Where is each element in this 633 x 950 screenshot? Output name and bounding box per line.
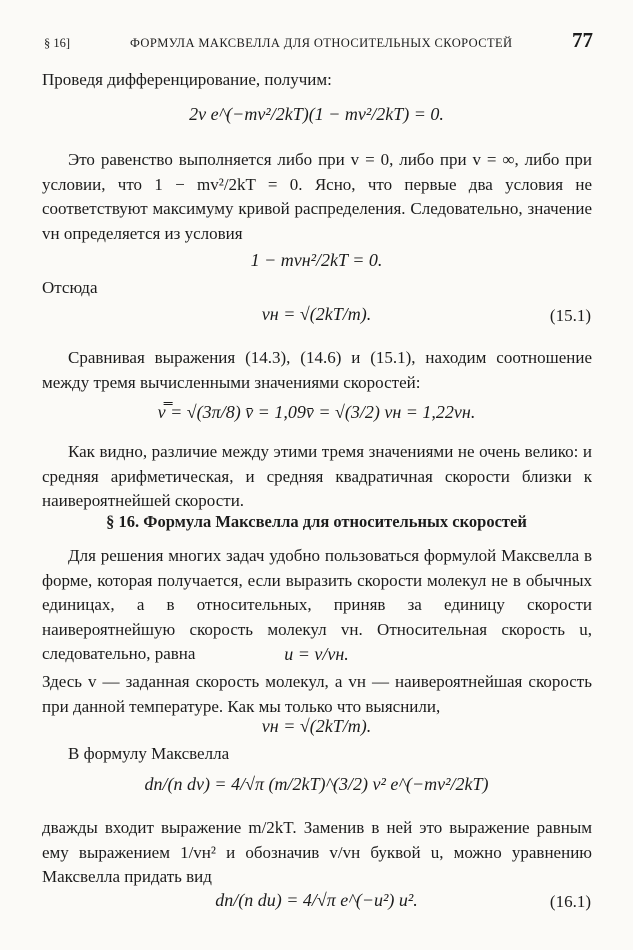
equation-8: dn/(n du) = 4/√π e^(−u²) u². xyxy=(215,890,418,910)
equation-3: vн = √(2kT/m). xyxy=(261,304,372,324)
equation-7: dn/(n dv) = 4/√π (m/2kT)^(3/2) v² e^(−mv²/2kT) xyxy=(144,774,489,794)
equation-3-number: (15.1) xyxy=(549,306,591,325)
equation-4: v̿ = √(3π/8) v̄ = 1,09v̄ = √(3/2) vн = 1,22vн. xyxy=(157,402,476,422)
header-title: ФОРМУЛА МАКСВЕЛЛА ДЛЯ ОТНОСИТЕЛЬНЫХ СКОРОСТЕЙ xyxy=(130,36,513,50)
equation-6: vн = √(2kT/m). xyxy=(261,716,372,736)
equation-5: u = v/vн. xyxy=(284,644,349,664)
section-heading: § 16. Формула Максвелла для относительных скоростей xyxy=(106,512,527,531)
paragraph-5: Как видно, различие между этими тремя значениями не очень велико: и средняя арифметическая, и средняя квадратичная скорости близки к наивероятнейшей скорости. xyxy=(42,442,592,510)
header-section: § 16] xyxy=(44,36,71,50)
equation-1: 2v e^(−mv²/2kT)(1 − mv²/2kT) = 0. xyxy=(189,104,444,124)
running-header xyxy=(30,26,593,56)
page-number: 77 xyxy=(572,28,593,52)
paragraph-4: Сравнивая выражения (14.3), (14.6) и (15.1), находим соотношение между тремя вычисленными значениями скоростей: xyxy=(42,348,592,392)
paragraph-7: Здесь v — заданная скорость молекул, а vн — наивероятнейшая скорость при данной температуре. Как мы только что выяснили, xyxy=(42,672,592,716)
paragraph-6: Для решения многих задач удобно пользоваться формулой Максвелла в форме, которая получается, если выразить скорости молекул не в обычных единицах, а в относительных, приняв за единицу скорости наивероятнейшую скорость молекул vн. Относительная скорость u, следовательно, равна xyxy=(42,546,592,663)
equation-2: 1 − mvн²/2kT = 0. xyxy=(250,250,383,270)
paragraph-8: В формулу Максвелла xyxy=(68,744,230,763)
paragraph-9: дважды входит выражение m/2kT. Заменив в ней это выражение равным ему выражением 1/vн² и обозначив v/vн буквой u, можно уравнению Максвелла придать вид xyxy=(42,818,592,886)
paragraph-1: Проведя дифференцирование, получим: xyxy=(42,70,332,89)
equation-8-number: (16.1) xyxy=(549,892,591,911)
paragraph-2: Это равенство выполняется либо при v = 0, либо при v = ∞, либо при условии, что 1 − mv²/2kT = 0. Ясно, что первые два условия не соответствуют максимуму кривой распределения. Следовательно, значение vн определяется из условия xyxy=(42,150,592,243)
paragraph-3: Отсюда xyxy=(42,278,98,297)
